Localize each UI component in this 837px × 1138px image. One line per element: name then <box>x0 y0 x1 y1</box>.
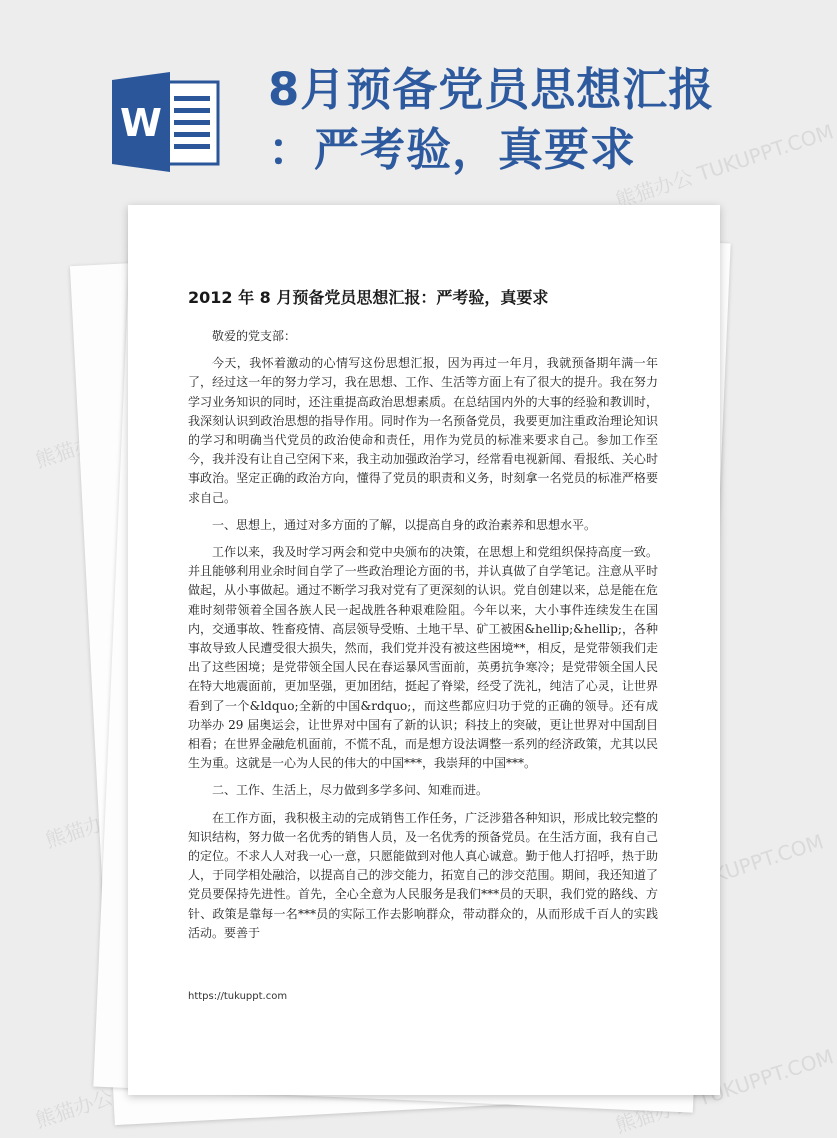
paragraph: 在工作方面，我积极主动的完成销售工作任务，广泛涉猎各种知识，形成比较完整的知识结构，努力做一名优秀的销售人员，及一名优秀的预备党员。在生活方面，我有自己的定位。不求人人对我一心一意，只愿能做到对他人真心诚意。勤于他人打招呼，热于助人，于同学相处融洽，以提高自己的涉交能力，拓宽自己的涉交范围。期间，我还知道了党员要保持先进性。首先，全心全意为人民服务是我们***员的天职，我们党的路线、方针、政策是靠每一名***员的实际工作去影响群众，带动群众的，从而形成千百人的实践活动。要善于 <box>188 810 658 940</box>
header-title-line-2: ：严考验，真要求 <box>268 123 637 176</box>
svg-text:W: W <box>120 101 162 145</box>
watermark: 熊猫办公 <box>32 1084 116 1133</box>
word-document-icon <box>112 72 224 172</box>
header-title-line-1: 8月预备党员思想汇报 <box>268 63 715 116</box>
document-title: 2012 年 8 月预备党员思想汇报：严考验，真要求 <box>188 288 549 307</box>
paragraph: 工作以来，我及时学习两会和党中央颁布的决策，在思想上和党组织保持高度一致。并且能够利用业余时间自学了一些政治理论方面的书，并认真做了自学笔记。注意从平时做起，从小事做起。通过不断学习我对党有了更深刻的认识。党自创建以来，总是能在危难时刻带领着全国各族人民一起战胜各种艰难险阻。今年以来，大小事件连续发生在国内，交通事故、牲畜疫情、高层领导受贿、土地干旱、矿工被困&hellip;&hellip;，各种事故导致人民遭受很大损失，然而，我们党并没有被这些困境**，相反，是党带领我们走出了这些困境；是党带领全国人民在春运暴风雪面前，英勇抗争寒冷；是党带领全国人民在特大地震面前，更加坚强，更加团结，挺起了脊梁，经受了洗礼，纯洁了心灵，让世界看到了一个&ldquo;全新的中国&rdquo;，而这些都应归功于党的正确的领导。还有成功举办 29 届奥运会，让世界对中国有了新的认识；科技上的突破，更让世界对中国刮目相看；在世界金融危机面前，不慌不乱，而是想方设法调整一系列的经济政策，尤其以民生为重。这就是一心为人民的伟大的中国***，我崇拜的中国***。 <box>188 545 658 771</box>
section-heading: 一、思想上，通过对多方面的了解，以提高自身的政治素养和思想水平。 <box>212 517 597 532</box>
paragraph: 今天，我怀着激动的心情写这份思想汇报，因为再过一年月，我就预备期年满一年了，经过这一年的努力学习，我在思想、工作、生活等方面上有了很大的提升。我在努力学习业务知识的同时，还注重提高政治思想素质。在总结国内外的大事的经验和教训时，我深刻认识到政治思想的指导作用。同时作为一名预备党员，我要更加注重政治理论知识的学习和明确当代党员的政治使命和责任，用作为党员的标准来要求自己。参加工作至今，我并没有让自己空闲下来，我主动加强政治学习，经常看电视新闻、看报纸、关心时事政治。坚定正确的政治方向，懂得了党员的职责和义务，时刻拿一名党员的标准严格要求自己。 <box>188 356 658 505</box>
watermark: 熊猫办公 <box>32 424 116 473</box>
watermark: 熊猫办公 TUKUPPT.COM <box>612 119 837 213</box>
greeting: 敬爱的党支部： <box>212 329 297 343</box>
document-page <box>128 205 720 1095</box>
document-body <box>188 327 658 951</box>
section-heading: 二、工作、生活上，尽力做到多学多问、知难而进。 <box>212 783 489 798</box>
watermark: 熊猫办公 TUKUPPT.COM <box>612 1044 837 1138</box>
header-title <box>268 60 788 180</box>
watermark: 熊猫办公 <box>42 804 126 853</box>
footer-url[interactable]: https://tukuppt.com <box>188 991 288 1002</box>
watermark: TUKUPPT.COM <box>684 829 827 896</box>
